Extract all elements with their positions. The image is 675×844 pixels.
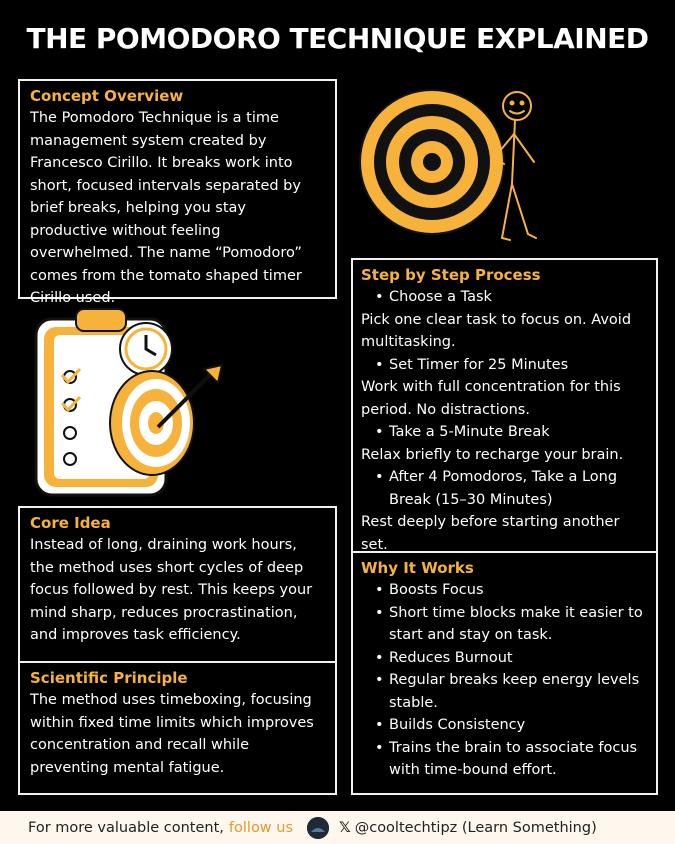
bullseye-icon xyxy=(360,90,504,234)
why-it-works-box xyxy=(351,551,658,795)
step-item xyxy=(361,354,648,422)
why-item: • Boosts Focus xyxy=(361,579,648,602)
x-logo-icon[interactable]: 𝕏 xyxy=(339,819,351,836)
scientific-principle-box xyxy=(18,661,337,795)
why-item: • Regular breaks keep energy levels stable. xyxy=(361,669,648,714)
step-desc: Pick one clear task to focus on. Avoid multitasking. xyxy=(361,311,632,350)
footer-handle[interactable]: @cooltechtipz (Learn Something) xyxy=(354,819,597,836)
step-title: • Take a 5-Minute Break xyxy=(361,421,648,444)
step-title: • Set Timer for 25 Minutes xyxy=(361,354,648,377)
science-body: The method uses timeboxing, focusing within fixed time limits which improves concentration and recall while preventing mental fatigue. xyxy=(30,692,314,776)
why-item: • Short time blocks make it easier to start and stay on task. xyxy=(361,602,648,647)
clock-icon xyxy=(120,323,172,375)
why-item: • Builds Consistency xyxy=(361,714,648,737)
follow-us-link[interactable]: follow us xyxy=(228,819,294,836)
step-desc: Relax briefly to recharge your brain. xyxy=(361,446,624,463)
dartboard-icon xyxy=(110,371,194,475)
step-item xyxy=(361,421,648,466)
core-idea-box xyxy=(18,506,337,663)
target-stickman-illustration xyxy=(352,84,562,254)
science-heading: Scientific Principle xyxy=(30,669,188,687)
clipboard-target-illustration xyxy=(28,305,228,500)
step-item xyxy=(361,466,648,556)
core-heading: Core Idea xyxy=(30,514,111,532)
concept-heading: Concept Overview xyxy=(30,87,184,105)
core-body: Instead of long, draining work hours, the method uses short cycles of deep focus followed by rest. This keeps your mind sharp, reduces procrastination, and improves task efficiency. xyxy=(30,537,313,643)
step-item xyxy=(361,286,648,354)
concept-overview-box xyxy=(18,79,337,306)
step-desc: Work with full concentration for this period. No distractions. xyxy=(361,379,621,418)
step-title: • Choose a Task xyxy=(361,286,648,309)
step-desc: Rest deeply before starting another set. xyxy=(361,514,620,553)
steps-box xyxy=(351,258,658,553)
step-title: • After 4 Pomodoros, Take a Long Break (15–30 Minutes) xyxy=(361,466,648,511)
concept-body: The Pomodoro Technique is a time management system created by Francesco Cirillo. It breaks work into short, focused intervals separated by brief breaks, helping you stay productive without feeling overwhelmed. The name “Pomodoro” comes from the tomato shaped timer Cirillo used. xyxy=(30,110,302,306)
footer-bar xyxy=(0,811,675,844)
why-heading: Why It Works xyxy=(361,559,474,577)
why-item: • Reduces Burnout xyxy=(361,647,648,670)
footer-lead: For more valuable content, xyxy=(28,819,224,836)
steps-heading: Step by Step Process xyxy=(361,266,541,284)
why-item: • Trains the brain to associate focus with time-bound effort. xyxy=(361,737,648,782)
page-title: THE POMODORO TECHNIQUE EXPLAINED xyxy=(26,22,649,55)
avatar[interactable] xyxy=(307,817,329,839)
